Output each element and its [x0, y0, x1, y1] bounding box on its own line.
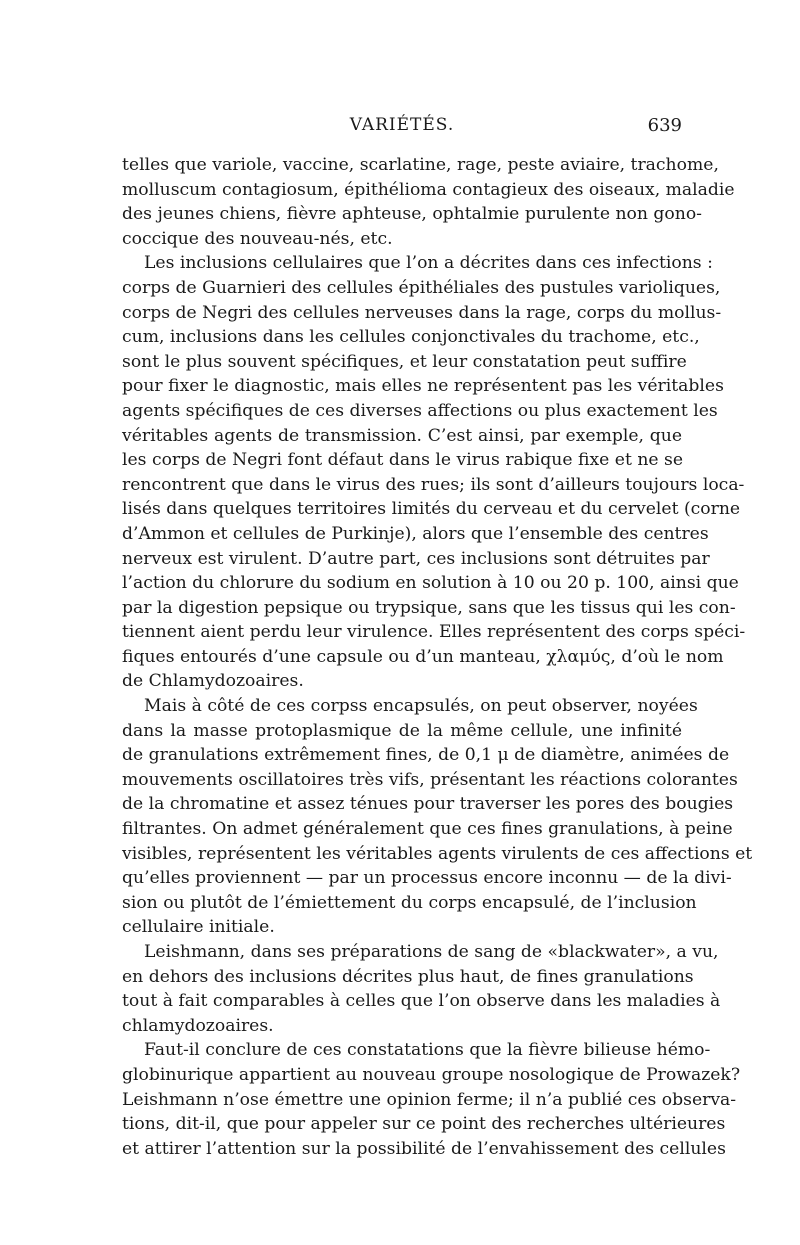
text-line: tout à fait comparables à celles que l’on observe dans les maladies à — [122, 991, 721, 1012]
text-line: sion ou plutôt de l’émiettement du corps encapsulé, de l’inclusion — [122, 892, 697, 913]
text-line: Leishmann n’ose émettre une opinion ferme; il n’a publié ces observa- — [122, 1089, 737, 1110]
text-line: des jeunes chiens, fièvre aphteuse, ophtalmie purulente non gono- — [122, 204, 702, 225]
text-line: corps de Negri des cellules nerveuses dans la rage, corps du mollus- — [122, 302, 722, 323]
text-line: corps de Guarnieri des cellules épithéliales des pustules varioliques, — [122, 277, 721, 298]
text-line: lisés dans quelques territoires limités du cerveau et du cervelet (corne — [122, 499, 741, 520]
text-line: tiennent aient perdu leur virulence. Elles représentent des corps spéci- — [122, 622, 746, 643]
page-number: 639 — [647, 115, 682, 136]
text-line: pour fixer le diagnostic, mais elles ne représentent pas les véritables — [122, 376, 724, 397]
paragraph — [122, 694, 753, 940]
text-line: Mais à côté de ces corpss encapsulés, on peut observer, noyées — [144, 696, 698, 717]
text-line: de granulations extrêmement fines, de 0,1 μ de diamètre, animées de — [122, 745, 730, 766]
text-line: dans la masse protoplasmique de la même cellule, une infinité — [122, 720, 682, 741]
text-line: les corps de Negri font défaut dans le virus rabique fixe et ne se — [122, 450, 684, 471]
text-line: tions, dit-il, que pour appeler sur ce point des recherches ultérieures — [122, 1114, 726, 1135]
text-line: chlamydozoaires. — [122, 1015, 274, 1036]
text-line: nerveux est virulent. D’autre part, ces inclusions sont détruites par — [122, 548, 710, 569]
body-text — [122, 153, 753, 1161]
text-line: Leishmann, dans ses préparations de sang de «blackwater», a vu, — [144, 942, 719, 962]
running-title: VARIÉTÉS. — [349, 115, 455, 135]
text-line: véritables agents de transmission. C’est ainsi, par exemple, que — [122, 425, 682, 446]
text-line: qu’elles proviennent — par un processus encore inconnu — de la divi- — [122, 868, 732, 889]
text-line: et attirer l’attention sur la possibilité de l’envahissement des cellules — [122, 1138, 726, 1159]
page-header — [122, 115, 682, 141]
text-line: par la digestion pepsique ou trypsique, sans que les tissus qui les con- — [122, 597, 736, 618]
text-line: rencontrent que dans le virus des rues; ils sont d’ailleurs toujours loca- — [122, 474, 745, 495]
text-line: cum, inclusions dans les cellules conjonctivales du trachome, etc., — [122, 327, 700, 348]
text-line: en dehors des inclusions décrites plus haut, de fines granulations — [122, 966, 694, 987]
text-line: agents spécifiques de ces diverses affections ou plus exactement les — [122, 400, 718, 421]
text-line: sont le plus souvent spécifiques, et leur constatation peut suffire — [122, 351, 687, 372]
text-line: Les inclusions cellulaires que l’on a décrites dans ces infections : — [144, 253, 713, 274]
text-line: mouvements oscillatoires très vifs, présentant les réactions colorantes — [122, 769, 738, 790]
text-line: de Chlamydozoaires. — [122, 671, 304, 692]
text-line: de la chromatine et assez ténues pour traverser les pores des bougies — [122, 794, 734, 815]
text-line: telles que variole, vaccine, scarlatine, rage, peste aviaire, trachome, — [122, 155, 719, 175]
paragraph — [122, 1038, 741, 1161]
text-line: molluscum contagiosum, épithélioma contagieux des oiseaux, maladie — [122, 179, 735, 200]
paragraph — [122, 940, 721, 1038]
paragraph — [122, 251, 746, 694]
text-line: filtrantes. On admet généralement que ces fines granulations, à peine — [122, 819, 733, 840]
text-line: l’action du chlorure du sodium en solution à 10 ou 20 p. 100, ainsi que — [122, 573, 739, 594]
text-line: globinurique appartient au nouveau groupe nosologique de Prowazek? — [122, 1064, 741, 1085]
text-line: Faut-il conclure de ces constatations que la fièvre bilieuse hémo- — [144, 1040, 711, 1061]
paragraph — [122, 153, 735, 251]
text-line: d’Ammon et cellules de Purkinje), alors que l’ensemble des centres — [122, 523, 709, 544]
text-line: cellulaire initiale. — [122, 917, 275, 938]
text-line: coccique des nouveau-nés, etc. — [122, 228, 393, 249]
text-line: fiques entourés d’une capsule ou d’un manteau, χλαμύς, d’où le nom — [122, 646, 724, 667]
text-line: visibles, représentent les véritables agents virulents de ces affections et — [122, 843, 753, 864]
